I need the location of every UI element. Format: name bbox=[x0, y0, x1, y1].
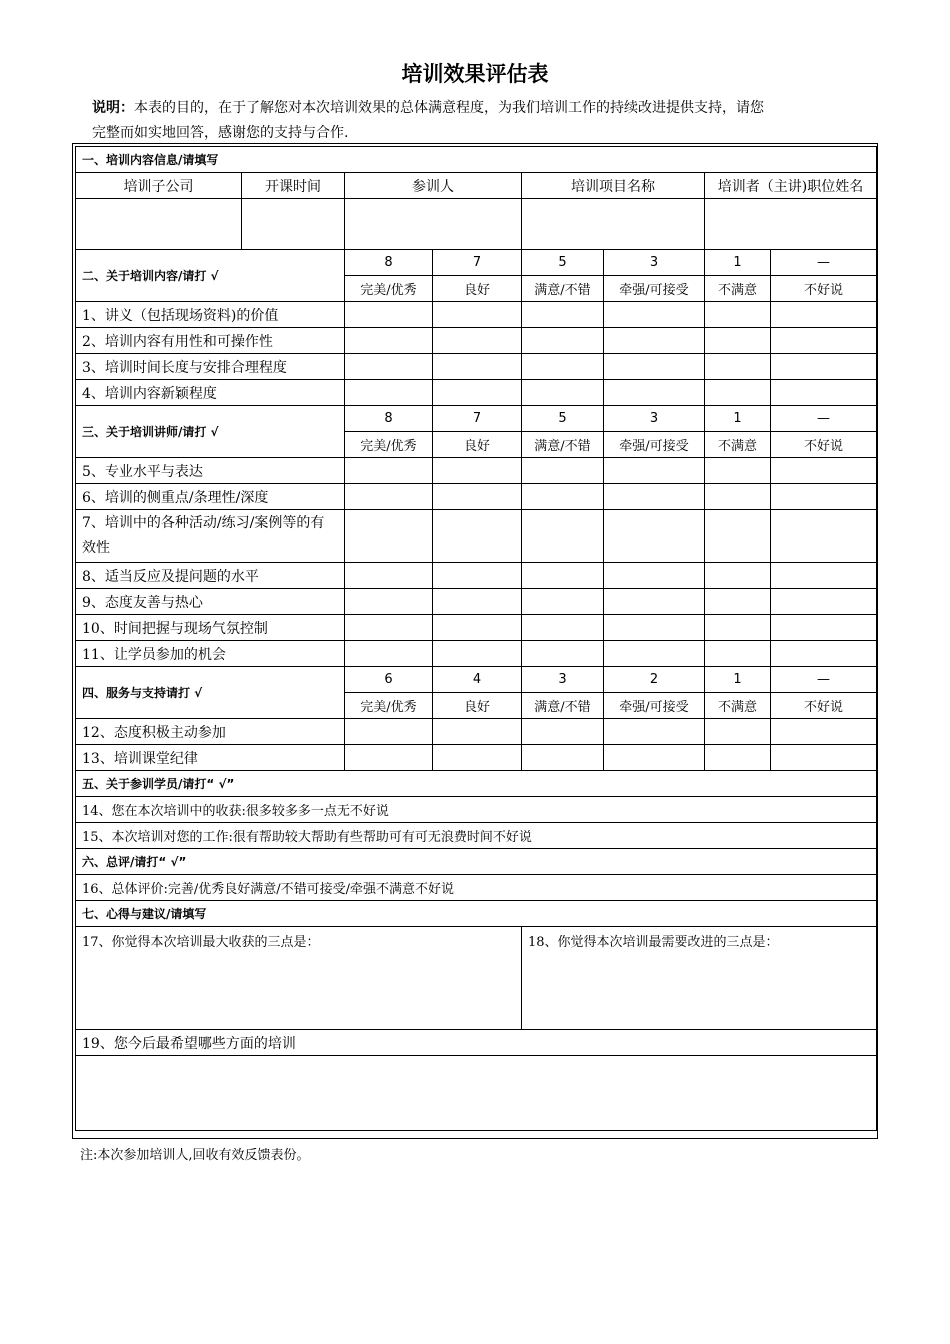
rating-row bbox=[76, 589, 877, 615]
rating-cell[interactable] bbox=[345, 589, 433, 615]
score-header: 8 bbox=[345, 250, 433, 276]
rating-cell[interactable] bbox=[522, 641, 604, 667]
rating-cell[interactable] bbox=[345, 354, 433, 380]
col-subsidiary: 培训子公司 bbox=[76, 173, 242, 199]
rating-cell[interactable] bbox=[522, 380, 604, 406]
rating-cell[interactable] bbox=[522, 615, 604, 641]
scale-label: 满意/不错 bbox=[522, 276, 604, 302]
rating-cell[interactable] bbox=[771, 484, 877, 510]
intro-line-2: 完整而如实地回答，感谢您的支持与合作. bbox=[92, 125, 349, 141]
scale-label: 牵强/可接受 bbox=[604, 432, 705, 458]
score-header: — bbox=[771, 667, 877, 693]
score-header: 7 bbox=[433, 250, 522, 276]
rating-cell[interactable] bbox=[604, 589, 705, 615]
rating-cell[interactable] bbox=[705, 328, 771, 354]
rating-cell[interactable] bbox=[433, 380, 522, 406]
rating-cell[interactable] bbox=[522, 510, 604, 563]
rating-row bbox=[76, 615, 877, 641]
scale-label: 不好说 bbox=[771, 432, 877, 458]
rating-cell[interactable] bbox=[345, 719, 433, 745]
scale-label: 牵强/可接受 bbox=[604, 693, 705, 719]
rating-cell[interactable] bbox=[433, 302, 522, 328]
answer-19-box[interactable] bbox=[76, 1056, 877, 1131]
footer-note: 注:本次参加培训人,回收有效反馈表份。 bbox=[80, 1148, 310, 1163]
answer-17-box[interactable]: 17、你觉得本次培训最大收获的三点是： bbox=[76, 927, 522, 1030]
rating-item-label: 7、培训中的各种活动/练习/案例等的有效性 bbox=[76, 510, 345, 563]
rating-row bbox=[76, 745, 877, 771]
intro-line-1: 本表的目的，在于了解您对本次培训效果的总体满意程度，为我们培训工作的持续改进提供支持，请您 bbox=[134, 100, 764, 116]
scale-label: 满意/不错 bbox=[522, 693, 604, 719]
score-header: 3 bbox=[604, 250, 705, 276]
section1-heading: 一、培训内容信息/请填写 bbox=[76, 147, 877, 173]
rating-cell[interactable] bbox=[345, 484, 433, 510]
section3-heading: 三、关于培训讲师/请打 √ bbox=[76, 406, 345, 458]
rating-cell[interactable] bbox=[705, 380, 771, 406]
rating-cell[interactable] bbox=[705, 615, 771, 641]
scale-label: 良好 bbox=[433, 693, 522, 719]
input-start-time[interactable] bbox=[242, 199, 345, 250]
rating-cell[interactable] bbox=[771, 745, 877, 771]
rating-cell[interactable] bbox=[522, 458, 604, 484]
score-header: — bbox=[771, 406, 877, 432]
rating-cell[interactable] bbox=[771, 328, 877, 354]
score-header: 3 bbox=[522, 667, 604, 693]
scale-label: 牵强/可接受 bbox=[604, 276, 705, 302]
rating-item-label: 5、专业水平与表达 bbox=[76, 458, 345, 484]
rating-cell[interactable] bbox=[433, 328, 522, 354]
scale-label: 不好说 bbox=[771, 693, 877, 719]
rating-row bbox=[76, 510, 877, 563]
rating-cell[interactable] bbox=[705, 719, 771, 745]
rating-cell[interactable] bbox=[345, 458, 433, 484]
score-header: 5 bbox=[522, 250, 604, 276]
rating-cell[interactable] bbox=[604, 484, 705, 510]
scale-label: 满意/不错 bbox=[522, 432, 604, 458]
col-participant: 参训人 bbox=[345, 173, 522, 199]
rating-cell[interactable] bbox=[771, 510, 877, 563]
input-participant[interactable] bbox=[345, 199, 522, 250]
rating-cell[interactable] bbox=[433, 719, 522, 745]
rating-item-label: 1、讲义（包括现场资料)的价值 bbox=[76, 302, 345, 328]
rating-item-label: 6、培训的侧重点/条理性/深度 bbox=[76, 484, 345, 510]
question-16[interactable]: 16、总体评价:完善/优秀良好满意/不错可接受/牵强不满意不好说 bbox=[76, 875, 877, 901]
intro-label: 说明： bbox=[92, 100, 134, 116]
rating-cell[interactable] bbox=[522, 302, 604, 328]
rating-cell[interactable] bbox=[522, 328, 604, 354]
rating-item-label: 13、培训课堂纪律 bbox=[76, 745, 345, 771]
rating-cell[interactable] bbox=[433, 615, 522, 641]
rating-cell[interactable] bbox=[771, 615, 877, 641]
score-header: 1 bbox=[705, 667, 771, 693]
rating-cell[interactable] bbox=[433, 563, 522, 589]
input-trainer-name[interactable] bbox=[705, 199, 877, 250]
rating-cell[interactable] bbox=[522, 719, 604, 745]
rating-row bbox=[76, 719, 877, 745]
rating-cell[interactable] bbox=[604, 302, 705, 328]
score-header: 1 bbox=[705, 406, 771, 432]
rating-cell[interactable] bbox=[433, 484, 522, 510]
rating-cell[interactable] bbox=[345, 641, 433, 667]
score-header: — bbox=[771, 250, 877, 276]
rating-cell[interactable] bbox=[705, 484, 771, 510]
rating-row bbox=[76, 328, 877, 354]
section5-heading: 五、关于参训学员/请打“ √” bbox=[76, 771, 877, 797]
rating-cell[interactable] bbox=[771, 354, 877, 380]
rating-cell[interactable] bbox=[433, 458, 522, 484]
rating-row bbox=[76, 458, 877, 484]
rating-item-label: 8、适当反应及提问题的水平 bbox=[76, 563, 345, 589]
score-header: 3 bbox=[604, 406, 705, 432]
input-subsidiary[interactable] bbox=[76, 199, 242, 250]
score-header: 4 bbox=[433, 667, 522, 693]
section6-heading: 六、总评/请打“ √” bbox=[76, 849, 877, 875]
rating-cell[interactable] bbox=[771, 458, 877, 484]
rating-cell[interactable] bbox=[705, 510, 771, 563]
rating-cell[interactable] bbox=[604, 719, 705, 745]
col-project-name: 培训项目名称 bbox=[522, 173, 705, 199]
scale-label: 完美/优秀 bbox=[345, 432, 433, 458]
score-header: 8 bbox=[345, 406, 433, 432]
rating-cell[interactable] bbox=[604, 641, 705, 667]
col-start-time: 开课时间 bbox=[242, 173, 345, 199]
rating-cell[interactable] bbox=[433, 354, 522, 380]
rating-item-label: 2、培训内容有用性和可操作性 bbox=[76, 328, 345, 354]
rating-cell[interactable] bbox=[604, 354, 705, 380]
scale-label: 良好 bbox=[433, 276, 522, 302]
question-15[interactable]: 15、本次培训对您的工作:很有帮助较大帮助有些帮助可有可无浪费时间不好说 bbox=[76, 823, 877, 849]
rating-row bbox=[76, 484, 877, 510]
rating-item-label: 4、培训内容新颖程度 bbox=[76, 380, 345, 406]
rating-item-label: 10、时间把握与现场气氛控制 bbox=[76, 615, 345, 641]
rating-cell[interactable] bbox=[771, 380, 877, 406]
rating-cell[interactable] bbox=[705, 641, 771, 667]
rating-cell[interactable] bbox=[522, 745, 604, 771]
rating-cell[interactable] bbox=[771, 563, 877, 589]
rating-cell[interactable] bbox=[522, 563, 604, 589]
rating-cell[interactable] bbox=[345, 380, 433, 406]
intro-text bbox=[92, 96, 867, 146]
question-19-label: 19、您今后最希望哪些方面的培训 bbox=[76, 1030, 877, 1056]
col-trainer-name: 培训者（主讲)职位姓名 bbox=[705, 173, 877, 199]
rating-cell[interactable] bbox=[433, 589, 522, 615]
rating-row bbox=[76, 380, 877, 406]
rating-row bbox=[76, 563, 877, 589]
section2-heading: 二、关于培训内容/请打 √ bbox=[76, 250, 345, 302]
scale-label: 不好说 bbox=[771, 276, 877, 302]
rating-row bbox=[76, 302, 877, 328]
rating-cell[interactable] bbox=[522, 354, 604, 380]
score-header: 1 bbox=[705, 250, 771, 276]
rating-cell[interactable] bbox=[522, 589, 604, 615]
scale-label: 良好 bbox=[433, 432, 522, 458]
scale-label: 完美/优秀 bbox=[345, 693, 433, 719]
rating-cell[interactable] bbox=[345, 510, 433, 563]
score-header: 7 bbox=[433, 406, 522, 432]
input-project-name[interactable] bbox=[522, 199, 705, 250]
scale-label: 不满意 bbox=[705, 276, 771, 302]
rating-item-label: 9、态度友善与热心 bbox=[76, 589, 345, 615]
rating-cell[interactable] bbox=[604, 458, 705, 484]
rating-cell[interactable] bbox=[604, 745, 705, 771]
rating-cell[interactable] bbox=[345, 745, 433, 771]
rating-cell[interactable] bbox=[771, 719, 877, 745]
section4-heading: 四、服务与支持请打 √ bbox=[76, 667, 345, 719]
rating-cell[interactable] bbox=[345, 563, 433, 589]
scale-label: 不满意 bbox=[705, 693, 771, 719]
scale-label: 不满意 bbox=[705, 432, 771, 458]
rating-cell[interactable] bbox=[345, 615, 433, 641]
rating-row bbox=[76, 354, 877, 380]
rating-cell[interactable] bbox=[604, 615, 705, 641]
rating-item-label: 12、态度积极主动参加 bbox=[76, 719, 345, 745]
rating-cell[interactable] bbox=[771, 589, 877, 615]
evaluation-table bbox=[75, 146, 877, 1131]
rating-cell[interactable] bbox=[433, 641, 522, 667]
rating-cell[interactable] bbox=[433, 510, 522, 563]
score-header: 6 bbox=[345, 667, 433, 693]
rating-cell[interactable] bbox=[604, 563, 705, 589]
rating-item-label: 3、培训时间长度与安排合理程度 bbox=[76, 354, 345, 380]
rating-cell[interactable] bbox=[705, 589, 771, 615]
form-title: 培训效果评估表 bbox=[401, 62, 549, 86]
rating-cell[interactable] bbox=[604, 380, 705, 406]
rating-cell[interactable] bbox=[705, 354, 771, 380]
rating-cell[interactable] bbox=[604, 328, 705, 354]
rating-cell[interactable] bbox=[604, 510, 705, 563]
score-header: 5 bbox=[522, 406, 604, 432]
rating-cell[interactable] bbox=[433, 745, 522, 771]
rating-cell[interactable] bbox=[705, 745, 771, 771]
rating-cell[interactable] bbox=[345, 302, 433, 328]
rating-cell[interactable] bbox=[522, 484, 604, 510]
rating-cell[interactable] bbox=[705, 302, 771, 328]
rating-cell[interactable] bbox=[345, 328, 433, 354]
rating-cell[interactable] bbox=[771, 302, 877, 328]
rating-cell[interactable] bbox=[705, 563, 771, 589]
question-14[interactable]: 14、您在本次培训中的收获:很多较多多一点无不好说 bbox=[76, 797, 877, 823]
rating-cell[interactable] bbox=[705, 458, 771, 484]
answer-18-box[interactable]: 18、你觉得本次培训最需要改进的三点是： bbox=[522, 927, 877, 1030]
rating-cell[interactable] bbox=[771, 641, 877, 667]
scale-label: 完美/优秀 bbox=[345, 276, 433, 302]
rating-item-label: 11、让学员参加的机会 bbox=[76, 641, 345, 667]
section7-heading: 七、心得与建议/请填写 bbox=[76, 901, 877, 927]
score-header: 2 bbox=[604, 667, 705, 693]
rating-row bbox=[76, 641, 877, 667]
